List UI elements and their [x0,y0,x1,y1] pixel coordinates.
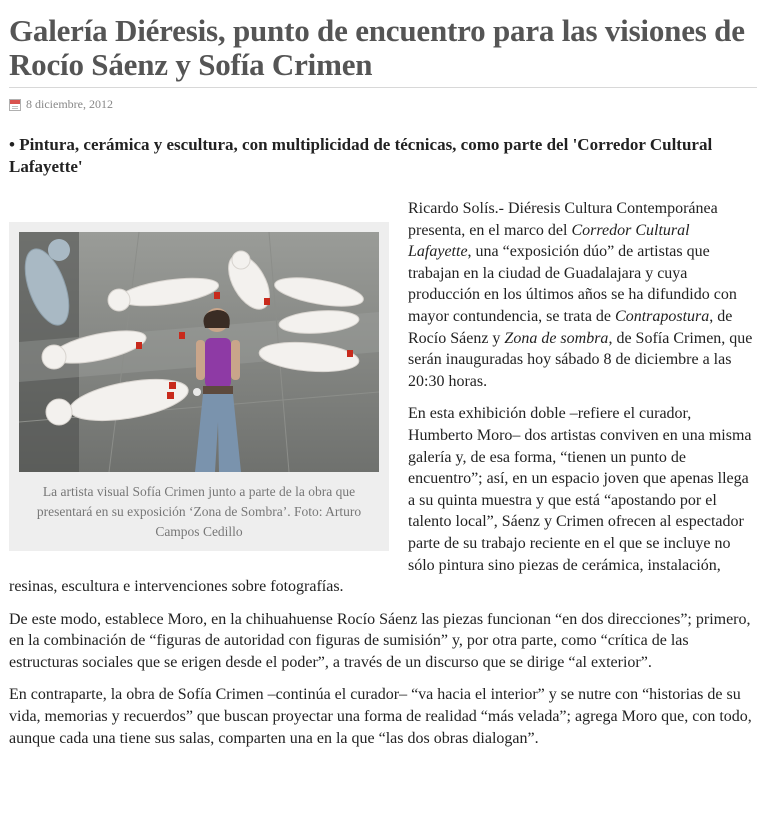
paragraph-2: En esta exhibición doble –refiere el curador, Humberto Moro– dos artistas conviven en una misma galería y, de esa forma, “tienen un punto de encuentro”; así, en un espacio joven que apenas llega a su quinta muestra y que está “apostando por el talento local”, Sáenz y Crimen ofrecen al espectador parte de su trabajo reciente en el que se incluye no sólo pintura sino piezas de cerámica, instalación, resinas, escultura e intervenciones sobre fotografías. [9,405,752,596]
article-body [9,198,757,749]
post-date: 8 diciembre, 2012 [26,97,113,111]
article [9,14,757,760]
contrapostura-emphasis: Contrapostura [615,307,710,325]
article-title[interactable]: Galería Diéresis, punto de encuentro para las visiones de Rocío Sáenz y Sofía Crimen [9,14,757,88]
paragraph-3: De este modo, establece Moro, en la chihuahuense Rocío Sáenz las piezas funcionan “en dos direcciones”; primero, en la combinación de “figuras de autoridad con figuras de sumisión” y, por otra parte, como “crítica de las estructuras sociales que se erigen desde el poder”, a través de un discurso que se dirige “al exterior”. [9,610,751,671]
article-photo[interactable] [19,232,379,472]
calendar-icon [9,99,21,111]
article-lead: • Pintura, cerámica y escultura, con multiplicidad de técnicas, como parte del 'Corredor Cultural Lafayette' [9,135,713,176]
paragraph-1: Ricardo Solís.- Diéresis Cultura Contemporánea presenta, en el marco del Corredor Cultural Lafayette, una “exposición dúo” de artistas que trabajan en la ciudad de Guadalajara y cuya producción en los últimos años se ha difundido con mayor contundencia, se trata de Contrapostura, de Rocío Sáenz y Zona de sombra, de Sofía Crimen, que serán inauguradas hoy sábado 8 de diciembre a las 20:30 horas. [408,200,753,390]
zona-de-sombra-emphasis: Zona de sombra [504,329,609,347]
corredor-cultural-emphasis: Corredor Cultural Lafayette [408,221,690,261]
paragraph-4: En contraparte, la obra de Sofía Crimen –continúa el curador– “va hacia el interior” y se nutre con “historias de su vida, memorias y recuerdos” que buscan proyectar una forma de realidad “más velada”; agrega Moro que, con todo, aunque cada una tiene sus salas, comparten una en la que “las dos obras dialogan”. [9,686,752,747]
photo-caption: La artista visual Sofía Crimen junto a parte de la obra que presentará en su exposición ‘Zona de Sombra’. Foto: Arturo Campos Cedillo [36,484,362,539]
post-meta [9,97,757,112]
photo-figure [9,222,389,551]
